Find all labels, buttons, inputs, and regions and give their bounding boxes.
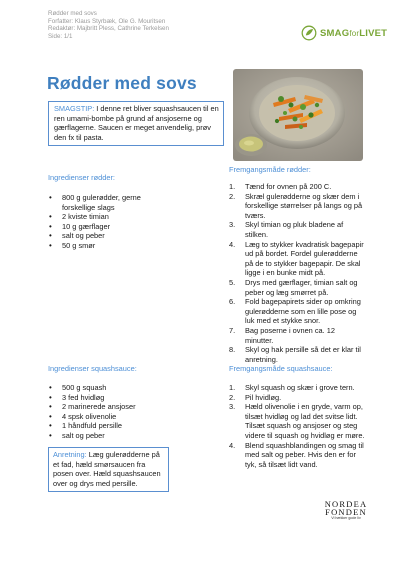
step-number: 4. [229, 239, 236, 249]
meta-page: Side: 1/1 [48, 32, 73, 40]
document-meta [48, 10, 169, 40]
method-step [229, 278, 364, 297]
smag-for-livet-logo [301, 24, 387, 42]
step-number: 8. [229, 345, 236, 355]
method-step [229, 326, 364, 345]
ingredient-item: • 800 g gulerødder, gerne forskellige slags [48, 193, 168, 212]
ingredient-item: • 10 g gærflager [48, 222, 168, 232]
step-number: 5. [229, 277, 236, 287]
nordea-logo-tagline: Vi hækker gode liv [331, 516, 361, 520]
step-text: Pil hvidløg. [245, 392, 282, 402]
ingredient-item: • salt og peber [48, 231, 168, 241]
recipe-title: Rødder med sovs [47, 73, 197, 93]
serving-text: Læg gulerødderne på et fad, hæld smørsaucen fra posen over. Hæld squashsaucen over og drys med persille. [53, 450, 161, 488]
ingredient-item: • 50 g smør [48, 241, 168, 251]
tip-text: I denne ret bliver squashsaucen til en ren umami-bombe på grund af ansjoserne og gærflagerne. Saucen er meget anvendelig, prøv den fx til pasta. [54, 104, 219, 142]
meta-editors: Redaktør: Majbritt Pless, Cathrine Terkelsen [48, 25, 169, 33]
method-step [229, 220, 364, 239]
method-step [229, 383, 365, 393]
method-step [229, 182, 364, 192]
ingredient-item: • 4 spsk olivenolie [48, 412, 168, 422]
step-text: Skyl timian og pluk bladene af stilken. [245, 220, 344, 239]
ingredient-item: • salt og peber [48, 431, 168, 441]
step-text: Fold bagepapirets sider op omkring gulerødderne som en lille pose og luk med et stykke snor. [245, 297, 361, 326]
dish-photo [233, 69, 363, 161]
step-text: Bag poserne i ovnen ca. 12 minutter. [245, 325, 335, 345]
step-text: Skyl og hak persille så det er klar til anretning. [245, 345, 361, 364]
step-text: Læg to stykker kvadratisk bagepapir ud på bordet. Fordel gulerødderne på de to stykker bagepapir. De skal ligge i en bunke midt på. [245, 239, 364, 278]
step-number: 2. [229, 191, 236, 201]
ingredient-item: • 3 fed hvidløg [48, 393, 168, 403]
step-text: Skræl gulerødderne og skær dem i forskellige størrelser på langs og på tværs. [245, 191, 363, 220]
method-step [229, 297, 364, 326]
nordea-logo-line1: NORDEA [324, 499, 368, 509]
method-step [229, 393, 365, 403]
nordea-logo-line2: FONDEN [325, 507, 367, 517]
ingredient-item: • 500 g squash [48, 383, 168, 393]
step-number: 1. [229, 182, 236, 191]
step-text: Drys med gærflager, timian salt og peber og læg smørret på. [245, 277, 358, 297]
ingredient-item: • 2 kviste timian [48, 212, 168, 222]
step-text: Tænd for ovnen på 200 C. [245, 182, 332, 191]
tip-label: SMAGSTIP: [54, 104, 95, 113]
roots-ingredients-list [48, 193, 168, 251]
tip-box [48, 101, 224, 146]
sauce-method-heading: Fremgangsmåde squashsauce: [229, 364, 333, 373]
serving-label: Anretning: [53, 450, 87, 459]
step-number: 4. [229, 440, 236, 450]
sauce-ingredients-list [48, 383, 168, 441]
leaf-logo-icon [301, 25, 317, 41]
step-text: Skyl squash og skær i grove tern. [245, 383, 355, 392]
step-text: Blend squashblandingen og smag til med salt og peber. Hvis den er for tyk, så tilsæt lidt vand. [245, 440, 364, 469]
ingredient-item: • 1 håndfuld persille [48, 421, 168, 431]
step-number: 2. [229, 392, 236, 402]
step-number: 3. [229, 402, 236, 412]
step-text: Hæld olivenolie i en gryde, varm op, tilsæt hvidløg og lad det svitse lidt. Tilsæt squash og ansjoser og steg videre til squash og hvidløg er møre. [245, 402, 365, 440]
serving-box [48, 447, 169, 492]
roots-method-heading: Fremgangsmåde rødder: [229, 165, 311, 174]
method-step [229, 192, 364, 221]
roots-ingredients-heading: Ingredienser rødder: [48, 173, 115, 182]
logo-wordmark: SMAGforLIVET [320, 27, 388, 39]
step-number: 1. [229, 383, 236, 392]
step-number: 7. [229, 325, 236, 335]
sauce-method-list [229, 383, 365, 469]
step-number: 3. [229, 220, 236, 230]
ingredient-item: • 2 marinerede ansjoser [48, 402, 168, 412]
meta-authors: Forfatter: Klaus Styrbæk, Ole G. Mouritsen [48, 17, 166, 25]
method-step [229, 402, 365, 440]
nordea-fonden-logo [316, 500, 376, 521]
step-number: 6. [229, 297, 236, 307]
roots-method-list [229, 182, 364, 364]
meta-doc-title: Rødder med sovs [48, 10, 97, 17]
method-step [229, 441, 365, 470]
sauce-ingredients-heading: Ingredienser squashsauce: [48, 364, 137, 373]
method-step [229, 345, 364, 364]
method-step [229, 240, 364, 278]
